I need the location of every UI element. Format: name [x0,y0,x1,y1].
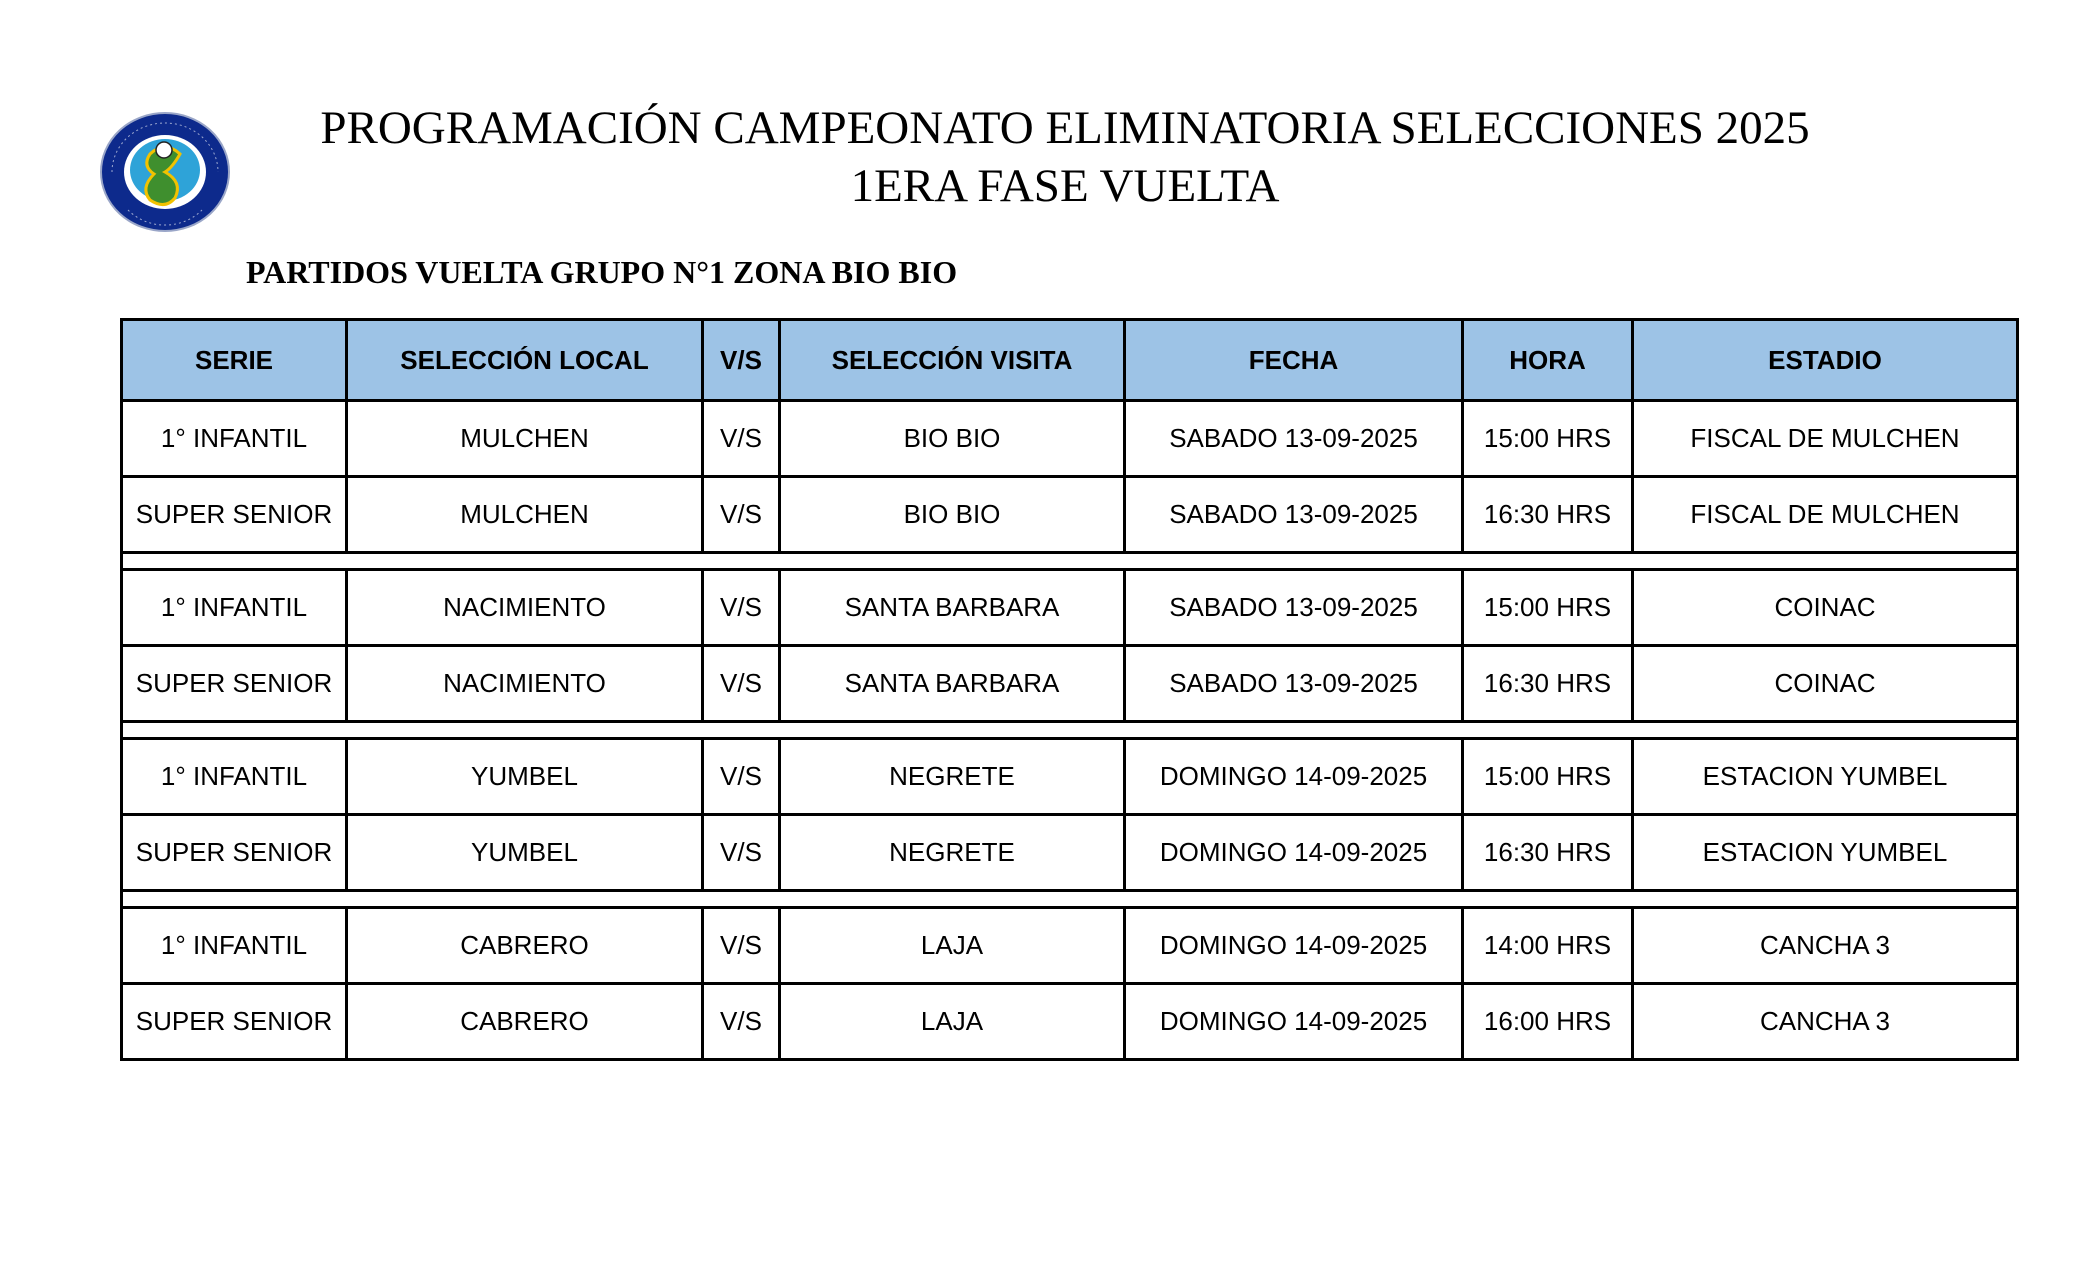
separator-cell [122,553,2018,570]
table-cell-vs: V/S [703,984,780,1060]
table-row [122,401,2018,477]
table-row [122,646,2018,722]
column-header-seleccion-local: SELECCIÓN LOCAL [347,320,703,401]
group-separator [122,891,2018,908]
table-cell-vs: V/S [703,815,780,891]
table-cell-hora: 16:00 HRS [1463,984,1633,1060]
table-cell-serie: SUPER SENIOR [122,477,347,553]
column-header-vs: V/S [703,320,780,401]
table-cell-seleccion-visita: LAJA [780,908,1125,984]
table-cell-vs: V/S [703,646,780,722]
table-row [122,984,2018,1060]
table-cell-seleccion-local: CABRERO [347,908,703,984]
table-cell-seleccion-visita: BIO BIO [780,477,1125,553]
table-cell-seleccion-local: NACIMIENTO [347,646,703,722]
page-subtitle-phase: 1ERA FASE VUELTA [850,160,1280,212]
table-cell-estadio: FISCAL DE MULCHEN [1633,401,2018,477]
table-row [122,739,2018,815]
column-header-serie: SERIE [122,320,347,401]
group-separator [122,553,2018,570]
table-cell-serie: 1° INFANTIL [122,570,347,646]
table-cell-serie: 1° INFANTIL [122,739,347,815]
table-cell-seleccion-local: CABRERO [347,984,703,1060]
column-header-fecha: FECHA [1125,320,1463,401]
table-cell-hora: 15:00 HRS [1463,401,1633,477]
table-cell-hora: 15:00 HRS [1463,570,1633,646]
table-cell-estadio: CANCHA 3 [1633,984,2018,1060]
table-cell-vs: V/S [703,739,780,815]
table-cell-hora: 15:00 HRS [1463,739,1633,815]
table-body [122,401,2018,1060]
table-cell-fecha: SABADO 13-09-2025 [1125,570,1463,646]
table-cell-fecha: DOMINGO 14-09-2025 [1125,815,1463,891]
table-cell-seleccion-local: YUMBEL [347,815,703,891]
table-cell-serie: SUPER SENIOR [122,646,347,722]
column-header-hora: HORA [1463,320,1633,401]
table-cell-fecha: DOMINGO 14-09-2025 [1125,908,1463,984]
table-cell-seleccion-visita: SANTA BARBARA [780,646,1125,722]
separator-cell [122,891,2018,908]
table-cell-vs: V/S [703,477,780,553]
table-cell-seleccion-local: MULCHEN [347,477,703,553]
table-cell-estadio: COINAC [1633,646,2018,722]
table-cell-seleccion-local: NACIMIENTO [347,570,703,646]
table-cell-estadio: COINAC [1633,570,2018,646]
table-row [122,908,2018,984]
table-cell-serie: SUPER SENIOR [122,984,347,1060]
table-cell-vs: V/S [703,908,780,984]
column-header-seleccion-visita: SELECCIÓN VISITA [780,320,1125,401]
table-cell-vs: V/S [703,401,780,477]
match-schedule-table [120,318,2019,1061]
table-cell-estadio: ESTACION YUMBEL [1633,815,2018,891]
table-cell-fecha: SABADO 13-09-2025 [1125,477,1463,553]
table-row [122,815,2018,891]
table-cell-fecha: SABADO 13-09-2025 [1125,646,1463,722]
separator-cell [122,722,2018,739]
table-cell-seleccion-visita: BIO BIO [780,401,1125,477]
table-row [122,570,2018,646]
table-cell-fecha: SABADO 13-09-2025 [1125,401,1463,477]
table-cell-hora: 14:00 HRS [1463,908,1633,984]
table-cell-seleccion-visita: LAJA [780,984,1125,1060]
table-cell-seleccion-visita: NEGRETE [780,739,1125,815]
table-cell-estadio: FISCAL DE MULCHEN [1633,477,2018,553]
table-cell-serie: 1° INFANTIL [122,401,347,477]
table-cell-hora: 16:30 HRS [1463,477,1633,553]
group-heading: PARTIDOS VUELTA GRUPO N°1 ZONA BIO BIO [246,254,958,290]
table-cell-vs: V/S [703,570,780,646]
table-row [122,477,2018,553]
column-header-estadio: ESTADIO [1633,320,2018,401]
group-separator [122,722,2018,739]
table-cell-estadio: CANCHA 3 [1633,908,2018,984]
table-cell-hora: 16:30 HRS [1463,646,1633,722]
table-header-row [122,320,2018,401]
table-cell-hora: 16:30 HRS [1463,815,1633,891]
table-cell-seleccion-visita: SANTA BARBARA [780,570,1125,646]
table-cell-fecha: DOMINGO 14-09-2025 [1125,739,1463,815]
table-cell-seleccion-local: YUMBEL [347,739,703,815]
page-title: PROGRAMACIÓN CAMPEONATO ELIMINATORIA SELECCIONES 2025 [320,102,1810,154]
table-cell-fecha: DOMINGO 14-09-2025 [1125,984,1463,1060]
table-cell-seleccion-visita: NEGRETE [780,815,1125,891]
table-cell-serie: SUPER SENIOR [122,815,347,891]
table-cell-estadio: ESTACION YUMBEL [1633,739,2018,815]
table-cell-serie: 1° INFANTIL [122,908,347,984]
table-cell-seleccion-local: MULCHEN [347,401,703,477]
